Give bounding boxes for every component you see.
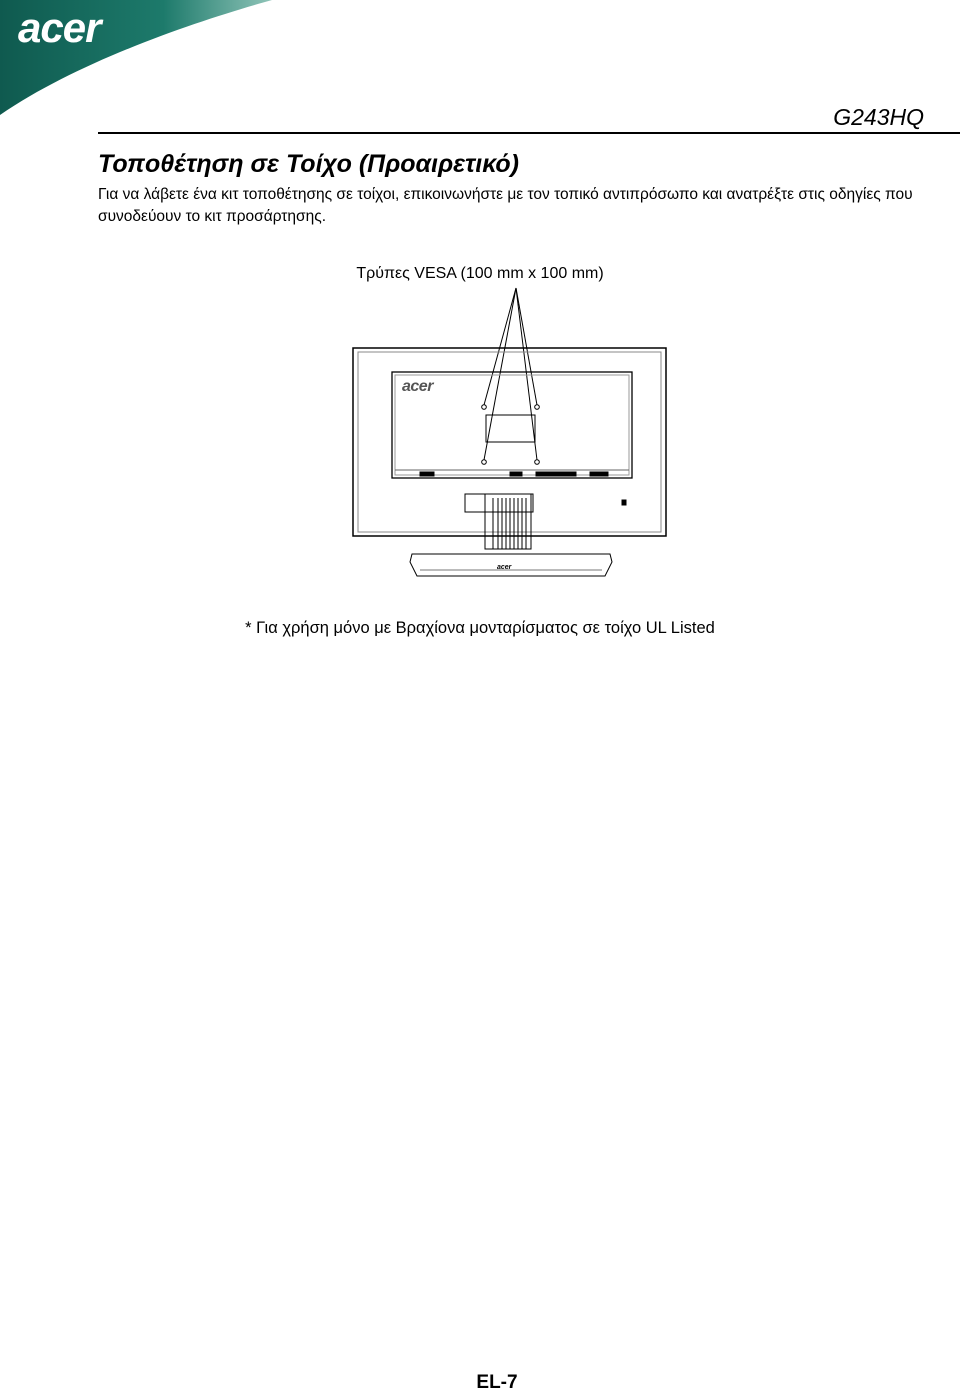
acer-logo: acer bbox=[18, 4, 101, 51]
base-acer-logo: acer bbox=[497, 564, 512, 571]
footnote: * Για χρήση μόνο με Βραχίονα μονταρίσματος σε τοίχο UL Listed bbox=[245, 619, 715, 637]
header-rule bbox=[98, 132, 960, 134]
callout-lines bbox=[484, 288, 537, 460]
section-body: Για να λάβετε ένα κιτ τοποθέτησης σε τοίχοι, επικοινωνήστε με τον τοπικό αντιπρόσωπο και ανατρέξτε στις οδηγίες που συνοδεύουν το κιτ προσάρτησης. bbox=[98, 186, 913, 225]
model-name: G243HQ bbox=[833, 104, 924, 130]
page-number: EL-7 bbox=[476, 1372, 518, 1393]
monitor-acer-logo: acer bbox=[402, 378, 433, 395]
monitor-rear-diagram bbox=[350, 286, 670, 581]
section-title: Τοποθέτηση σε Τοίχο (Προαιρετικό) bbox=[98, 150, 519, 178]
vesa-callout: Τρύπες VESA (100 mm x 100 mm) bbox=[356, 265, 604, 282]
